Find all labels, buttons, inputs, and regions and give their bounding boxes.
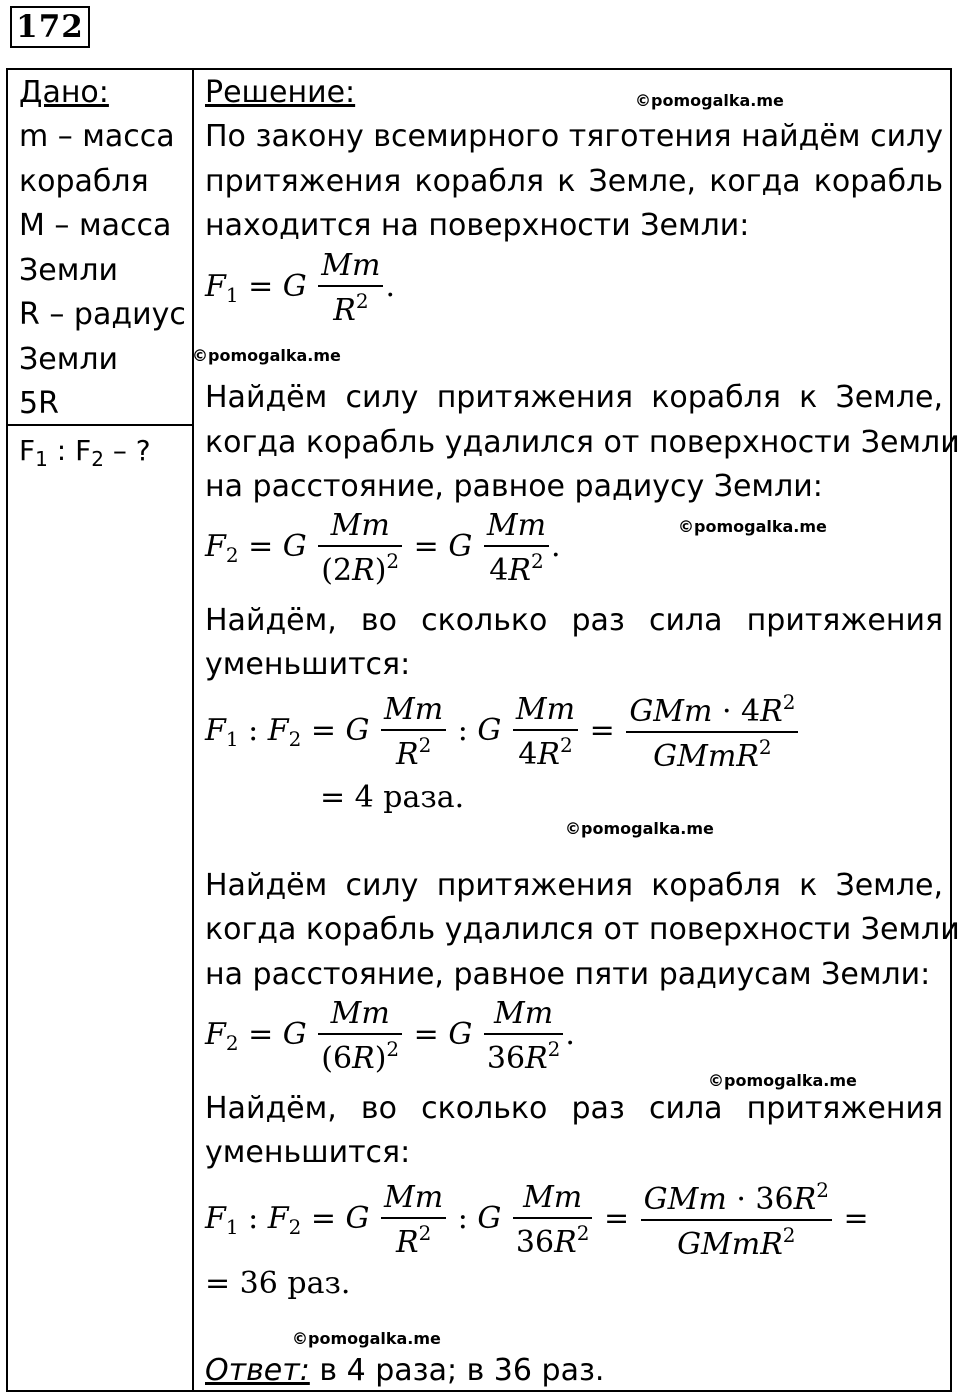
given-line: m – масса [19,119,175,154]
solution-heading: Решение: [205,75,356,110]
answer-line [205,1352,604,1390]
formula-ratio-2: $F_1$ : $F_2 = G$ $\frac{Mm}{R^2}$ : G $\frac{Mm}{36R^2}$ = $\frac{GMm \cdot 36R^2}{GMmR^2}$ = [205,1178,869,1262]
para5-line: Найдём, во сколько раз сила притяжения [205,1091,943,1126]
para3-line: Найдём, во сколько раз сила притяжения [205,603,943,638]
formula-f2-five-radii: $F_2 = G$ $\frac{Mm}{(6R)^2}$ = G $\frac{Mm}{36R^2}$ . [205,996,575,1076]
result-1: = 4 раза. [320,780,465,815]
formula-f2-radius: $F_2 = G$ $\frac{Mm}{(2R)^2}$ = G $\frac{Mm}{4R^2}$ . [205,508,561,588]
given-line: R – радиус [19,297,186,332]
watermark: ©pomogalka.me [635,91,784,110]
answer-text: в 4 раза; в 36 раз. [309,1353,605,1388]
para3-line: уменьшится: [205,647,411,682]
para5-line: уменьшится: [205,1135,411,1170]
answer-label: Ответ: [205,1353,310,1388]
para2-line: на расстояние, равное радиусу Земли: [205,469,823,504]
formula-ratio-1: $F_1$ : $F_2 = G$ $\frac{Mm}{R^2}$ : G $\frac{Mm}{4R^2}$ = $\frac{GMm \cdot 4R^2}{GMmR^2}$ [205,690,800,774]
para1-line: находится на поверхности Земли: [205,208,750,243]
para4-line: когда корабль удалился от поверхности Земли [205,912,960,947]
watermark: ©pomogalka.me [292,1329,441,1348]
watermark: ©pomogalka.me [708,1071,857,1090]
given-line: 5R [19,386,59,421]
formula-f1: $F_1 = G$ $\frac{Mm}{R^2}$ . [205,248,396,328]
result-2: = 36 раз. [205,1266,351,1301]
para4-line: Найдём силу притяжения корабля к Земле, [205,868,943,903]
para2-line: Найдём силу притяжения корабля к Земле, [205,380,943,415]
problem-number: 172 [10,6,90,48]
given-line: Земли [19,253,118,288]
watermark: ©pomogalka.me [565,819,714,838]
watermark: ©pomogalka.me [192,346,341,365]
given-line: Земли [19,342,118,377]
para2-line: когда корабль удалился от поверхности Земли [205,425,960,460]
given-divider [6,424,194,426]
column-divider [192,68,194,1392]
given-heading: Дано: [19,75,109,110]
para1-line: По закону всемирного тяготения найдём силу [205,119,943,154]
para1-line: притяжения корабля к Земле, когда корабль [205,164,943,199]
find-line: $F_1$ : $F_2$ – ? [19,434,151,471]
para4-line: на расстояние, равное пяти радиусам Земли: [205,957,931,992]
given-line: M – масса [19,208,172,243]
given-line: корабля [19,164,149,199]
watermark: ©pomogalka.me [678,517,827,536]
